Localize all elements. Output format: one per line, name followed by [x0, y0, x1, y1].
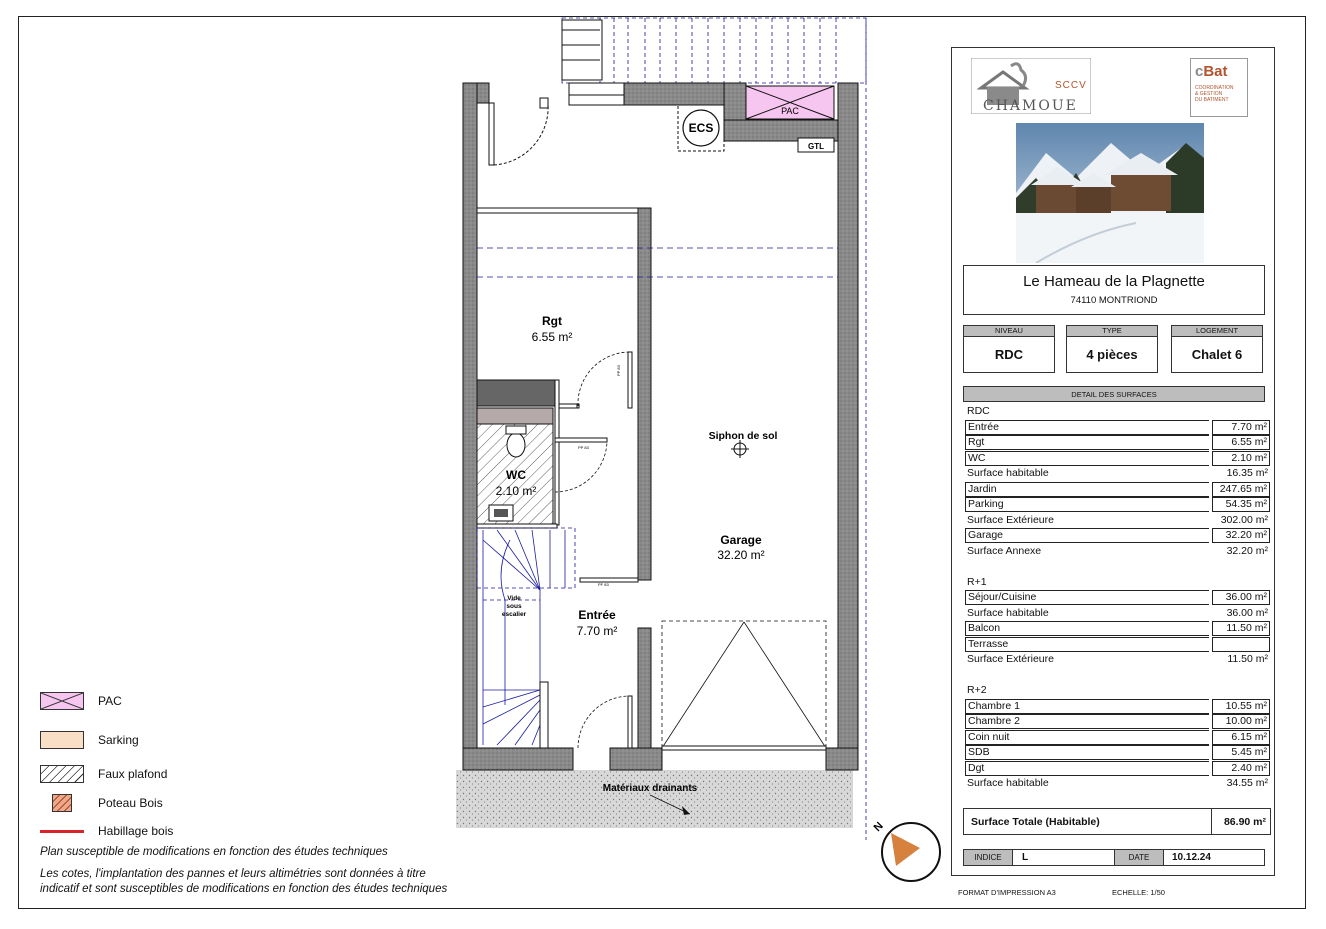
surface-row-label: SDB	[965, 745, 1209, 760]
surface-row-value: 6.55 m²	[1212, 435, 1270, 450]
surface-row	[965, 435, 1270, 450]
siphon-label: Siphon de sol	[708, 430, 778, 442]
surface-row-label: Terrasse	[965, 637, 1209, 652]
format-label: FORMAT D'IMPRESSION A3	[958, 888, 1056, 897]
surface-row	[965, 513, 1270, 528]
surface-row-value	[1210, 575, 1270, 590]
project-photo	[1016, 123, 1204, 263]
surface-row	[965, 761, 1270, 776]
legend-pac	[40, 692, 122, 710]
chamoue-logo-name: CHAMOUE	[983, 98, 1078, 114]
surface-row-label: Garage	[965, 528, 1209, 543]
surface-row-value: 10.00 m²	[1212, 714, 1270, 729]
surface-row-value: 34.55 m²	[1226, 777, 1268, 789]
project-address: 74110 MONTRIOND	[1070, 295, 1158, 306]
surface-row-label: Chambre 1	[965, 699, 1209, 714]
surface-row-value: 32.20 m²	[1226, 544, 1268, 557]
surface-row	[965, 482, 1270, 497]
legend-pac-label: PAC	[98, 694, 122, 708]
surface-row-value: 5.45 m²	[1212, 745, 1270, 760]
surface-row-label: RDC	[967, 405, 990, 417]
room-rgt-name: Rgt	[542, 314, 562, 328]
surface-row-value: 11.50 m²	[1227, 653, 1268, 665]
surface-row	[965, 404, 1270, 419]
surface-row-value: 2.40 m²	[1212, 761, 1270, 776]
surface-row	[965, 776, 1270, 791]
surface-row-label: WC	[965, 451, 1209, 466]
bat-logo-sub2: & GESTION	[1195, 91, 1223, 97]
surface-row	[965, 714, 1270, 729]
indice-value: L	[1022, 852, 1029, 863]
bat-logo-name: Bat	[1203, 63, 1228, 80]
surface-row-label: Surface Annexe	[967, 544, 1042, 557]
title-block	[951, 47, 1275, 876]
surface-row-label	[965, 668, 967, 683]
legend-poteau	[40, 794, 163, 812]
surface-row	[965, 528, 1270, 543]
bat-logo-sub3: DU BATIMENT	[1195, 97, 1229, 103]
indice-label: INDICE	[964, 850, 1013, 865]
detail-header: DETAIL DES SURFACES	[963, 386, 1265, 402]
staircase	[477, 528, 575, 745]
surface-row-label: Balcon	[965, 621, 1209, 636]
surface-row-label: R+2	[967, 684, 987, 696]
toilet-icon	[507, 433, 525, 457]
legend-faux-plafond-label: Faux plafond	[98, 767, 168, 781]
surface-row-label: Coin nuit	[965, 730, 1209, 745]
surface-row-value: 16.35 m²	[1226, 467, 1268, 479]
total-surface	[963, 808, 1271, 835]
room-entree-name: Entrée	[578, 608, 616, 622]
surface-row-label: Rgt	[965, 435, 1209, 450]
room-wc-name: WC	[506, 468, 526, 482]
legend-habillage-label: Habillage bois	[98, 824, 174, 838]
info-type	[1066, 325, 1158, 373]
total-label: Surface Totale (Habitable)	[971, 816, 1100, 828]
surface-row	[965, 559, 1270, 574]
project-box	[963, 265, 1265, 315]
surface-row	[965, 451, 1270, 466]
surface-row-value: 302.00 m²	[1220, 513, 1268, 526]
surface-row-value: 32.20 m²	[1212, 528, 1270, 543]
surface-row-value: 54.35 m²	[1212, 497, 1270, 512]
legend-faux-plafond	[40, 765, 167, 783]
bat-logo-sub1: COORDINATION	[1195, 85, 1234, 91]
faux-plafond-swatch	[40, 765, 84, 783]
chamoue-logo	[971, 58, 1091, 114]
door-tag-1: PP 83	[616, 365, 621, 376]
surface-row	[965, 668, 1270, 683]
surface-row-label: Surface habitable	[967, 777, 1049, 789]
room-garage-area: 32.20 m²	[717, 548, 765, 562]
garage-door	[662, 621, 826, 748]
surface-row-label: Dgt	[965, 761, 1209, 776]
surface-row-value	[1210, 668, 1270, 683]
drainage-gravel	[456, 770, 853, 828]
type-value: 4 pièces	[1086, 347, 1138, 362]
pac-swatch	[40, 692, 84, 710]
surface-row-label: Entrée	[965, 420, 1209, 435]
vide-label-3: escalier	[501, 611, 527, 618]
note-2: Les cotes, l'implantation des pannes et leurs altimétries sont données à titre	[40, 868, 426, 880]
surface-row-value	[1210, 404, 1270, 419]
surface-row-label: Chambre 2	[965, 714, 1209, 729]
legend-sarking	[40, 731, 139, 749]
info-logement	[1171, 325, 1263, 373]
surface-row	[965, 745, 1270, 760]
surface-row-label: Surface habitable	[967, 467, 1049, 479]
surface-row	[965, 590, 1270, 605]
vide-label-1: Vide	[507, 595, 521, 602]
materiaux-label: Matériaux drainants	[602, 783, 698, 794]
total-value: 86.90 m²	[1223, 816, 1266, 828]
surface-row	[965, 466, 1270, 481]
surface-row	[965, 637, 1270, 652]
door-tag-3: PF 83	[598, 582, 609, 587]
pac-label: PAC	[781, 106, 799, 116]
surface-row-label: Surface habitable	[967, 606, 1049, 619]
gtl-label: GTL	[808, 142, 824, 151]
indice-row	[963, 849, 1265, 866]
surface-row-label: Séjour/Cuisine	[965, 590, 1209, 605]
surface-row	[965, 621, 1270, 636]
surface-row	[965, 683, 1270, 698]
chamoue-logo-top: SCCV	[1055, 80, 1087, 91]
surface-row	[965, 606, 1270, 621]
surface-row-value: 36.00 m²	[1226, 606, 1268, 619]
surface-row-value: 247.65 m²	[1212, 482, 1270, 497]
project-title: Le Hameau de la Plagnette	[1023, 273, 1205, 290]
surface-row-value: 7.70 m²	[1212, 420, 1270, 435]
surface-row-value: 6.15 m²	[1212, 730, 1270, 745]
surface-row-label	[965, 559, 967, 574]
note-3: indicatif et sont susceptibles de modifications en fonction des études techniques	[40, 883, 448, 895]
surface-row	[965, 575, 1270, 590]
logement-label: LOGEMENT	[1172, 326, 1262, 337]
date-label: DATE	[1114, 850, 1164, 865]
north-arrow-icon	[872, 820, 940, 881]
surface-row	[965, 497, 1270, 512]
date-value: 10.12.24	[1172, 852, 1211, 863]
surface-row-label: Surface Extérieure	[967, 653, 1054, 665]
logement-value: Chalet 6	[1191, 347, 1243, 362]
surface-row	[965, 420, 1270, 435]
surface-row	[965, 544, 1270, 559]
niveau-label: NIVEAU	[964, 326, 1054, 337]
room-garage-name: Garage	[720, 533, 762, 547]
room-rgt-area: 6.55 m²	[531, 330, 573, 344]
poteau-swatch	[52, 794, 72, 812]
legend-poteau-label: Poteau Bois	[98, 796, 163, 810]
surface-row	[965, 699, 1270, 714]
surface-row-value: 10.55 m²	[1212, 699, 1270, 714]
sarking-swatch	[40, 731, 84, 749]
surface-row-label: Jardin	[965, 482, 1209, 497]
room-entree-area: 7.70 m²	[576, 624, 618, 638]
surface-row-value	[1212, 637, 1270, 652]
scale-label: ECHELLE: 1/50	[1112, 888, 1165, 897]
surface-row-value	[1210, 559, 1270, 574]
legend-sarking-label: Sarking	[98, 733, 139, 747]
legend-habillage	[40, 824, 173, 838]
surface-row-label: Parking	[965, 497, 1209, 512]
bat-logo: cBat COORDINATION & GESTION DU BATIMENT	[1190, 58, 1248, 117]
surface-row-value	[1210, 683, 1270, 698]
surface-row-label: R+1	[967, 575, 987, 588]
surface-row-label: Surface Extérieure	[967, 513, 1054, 526]
info-niveau	[963, 325, 1055, 373]
type-label: TYPE	[1067, 326, 1157, 337]
room-wc-area: 2.10 m²	[495, 484, 537, 498]
note-1: Plan susceptible de modifications en fonction des études techniques	[40, 846, 388, 858]
surface-row-value: 11.50 m²	[1212, 621, 1270, 636]
surface-row	[965, 652, 1270, 667]
door-swings	[555, 352, 630, 748]
habillage-swatch	[40, 830, 84, 833]
door-tag-2: PP 83	[578, 445, 589, 450]
surface-row-value: 36.00 m²	[1212, 590, 1270, 605]
vide-label-2: sous	[506, 603, 522, 610]
surface-row	[965, 730, 1270, 745]
niveau-value: RDC	[994, 347, 1024, 362]
svg-text:N: N	[871, 820, 886, 835]
ecs-label: ECS	[688, 121, 714, 135]
surface-row-value: 2.10 m²	[1212, 451, 1270, 466]
